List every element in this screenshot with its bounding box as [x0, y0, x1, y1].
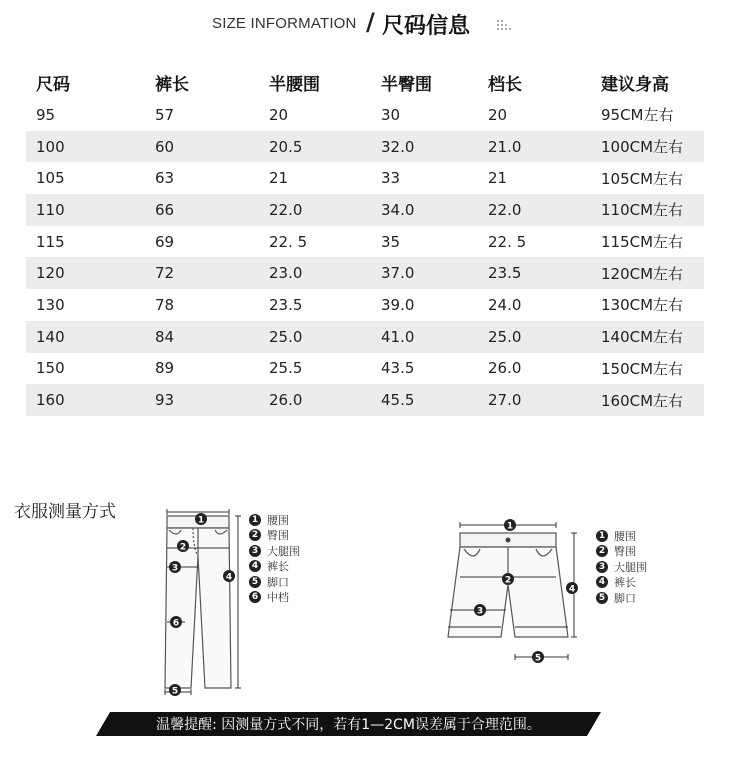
table-cell: 22. 5	[488, 232, 527, 251]
legend-item	[249, 559, 300, 575]
table-cell: 63	[155, 169, 175, 188]
table-cell: 110CM左右	[601, 201, 684, 220]
pants-marker-1: 1	[197, 515, 205, 526]
table-cell: 41.0	[381, 327, 415, 346]
pants-marker-5: 5	[171, 686, 179, 697]
table-cell: 22.0	[488, 200, 522, 219]
table-row	[26, 131, 704, 163]
table-cell: 95	[36, 105, 56, 124]
table-row	[26, 99, 704, 131]
table-cell: 32.0	[381, 137, 415, 156]
legend-item	[249, 543, 300, 559]
size-table	[26, 66, 704, 416]
table-cell: 33	[381, 169, 401, 188]
table-cell: 115CM左右	[601, 233, 684, 252]
table-cell: 120	[36, 264, 65, 283]
table-cell: 23.0	[269, 264, 303, 283]
legend-item	[249, 512, 300, 528]
column-header: 半腰围	[269, 75, 320, 95]
table-cell: 89	[155, 359, 175, 378]
legend-number: 6	[249, 591, 261, 603]
legend-number: 3	[249, 545, 261, 557]
table-cell: 120CM左右	[601, 264, 684, 283]
table-cell: 130	[36, 295, 65, 314]
table-cell: 43.5	[381, 359, 415, 378]
legend-item	[249, 590, 300, 606]
legend-label: 大腿围	[614, 560, 647, 574]
table-cell: 115	[36, 232, 65, 251]
legend-number: 4	[249, 560, 261, 572]
legend-label: 脚口	[267, 575, 289, 589]
table-cell: 100	[36, 137, 65, 156]
table-cell: 95CM左右	[601, 106, 674, 125]
table-cell: 27.0	[488, 391, 522, 410]
legend-item	[249, 528, 300, 544]
legend-item	[596, 590, 647, 606]
column-header: 半臀围	[381, 75, 432, 95]
table-cell: 35	[381, 232, 401, 251]
table-cell: 140CM左右	[601, 328, 684, 347]
shorts-marker-4: 4	[568, 584, 576, 595]
legend-number: 3	[596, 561, 608, 573]
table-row	[26, 257, 704, 289]
shorts-marker-3: 3	[476, 606, 484, 617]
table-cell: 22.0	[269, 200, 303, 219]
legend-label: 腰围	[614, 529, 636, 543]
table-cell: 24.0	[488, 295, 522, 314]
table-cell: 21	[269, 169, 289, 188]
table-cell: 160	[36, 391, 65, 410]
legend-item	[249, 574, 300, 590]
legend-label: 中档	[267, 591, 289, 605]
table-row	[26, 194, 704, 226]
shorts-marker-1: 1	[506, 521, 514, 532]
table-cell: 93	[155, 391, 175, 410]
table-cell: 110	[36, 200, 65, 219]
table-cell: 25.0	[488, 327, 522, 346]
table-cell: 37.0	[381, 264, 415, 283]
table-cell: 21.0	[488, 137, 522, 156]
title-chinese: 尺码信息	[382, 14, 471, 39]
table-cell: 72	[155, 264, 175, 283]
legend-number: 5	[249, 576, 261, 588]
table-cell: 23.5	[488, 264, 522, 283]
legend-number: 4	[596, 576, 608, 588]
title-slash: /	[366, 8, 375, 36]
table-header-row	[26, 66, 704, 99]
pants-legend	[249, 512, 300, 605]
legend-item	[596, 575, 647, 591]
legend-label: 臀围	[614, 545, 636, 559]
table-cell: 105CM左右	[601, 169, 684, 188]
legend-number: 1	[596, 530, 608, 542]
column-header: 裤长	[155, 75, 189, 95]
table-cell: 25.0	[269, 327, 303, 346]
table-cell: 23.5	[269, 295, 303, 314]
pants-marker-4: 4	[225, 572, 233, 583]
table-cell: 130CM左右	[601, 296, 684, 315]
table-cell: 45.5	[381, 391, 415, 410]
table-cell: 57	[155, 105, 175, 124]
shorts-marker-2: 2	[504, 575, 512, 586]
legend-item	[596, 559, 647, 575]
table-cell: 20	[488, 105, 508, 124]
legend-item	[596, 544, 647, 560]
table-cell: 39.0	[381, 295, 415, 314]
legend-label: 脚口	[614, 591, 636, 605]
legend-item	[596, 528, 647, 544]
shorts-diagram	[438, 515, 583, 665]
table-row	[26, 289, 704, 321]
table-row	[26, 321, 704, 353]
shorts-legend	[596, 528, 647, 606]
table-cell: 22. 5	[269, 232, 308, 251]
table-cell: 34.0	[381, 200, 415, 219]
table-cell: 78	[155, 295, 175, 314]
table-row	[26, 353, 704, 385]
table-cell: 66	[155, 200, 175, 219]
table-cell: 69	[155, 232, 175, 251]
decorative-dots-icon	[497, 20, 511, 32]
footer-note: 温馨提醒: 因测量方式不同，若有1—2CM误差属于合理范围。	[156, 717, 541, 733]
legend-label: 臀围	[267, 529, 289, 543]
table-cell: 100CM左右	[601, 138, 684, 157]
pants-marker-3: 3	[171, 563, 179, 574]
pants-marker-6: 6	[172, 618, 180, 629]
legend-number: 1	[249, 514, 261, 526]
shorts-marker-5: 5	[534, 653, 542, 664]
table-cell: 20.5	[269, 137, 303, 156]
page-header	[0, 8, 750, 40]
table-cell: 150CM左右	[601, 359, 684, 378]
title-english: SIZE INFORMATION	[212, 15, 357, 32]
table-body	[26, 99, 704, 416]
measure-title: 衣服测量方式	[14, 502, 116, 522]
column-header: 尺码	[36, 75, 70, 95]
legend-label: 裤长	[267, 560, 289, 574]
legend-number: 2	[596, 545, 608, 557]
legend-number: 2	[249, 529, 261, 541]
table-cell: 26.0	[269, 391, 303, 410]
table-cell: 30	[381, 105, 401, 124]
table-cell: 84	[155, 327, 175, 346]
column-header: 档长	[488, 75, 522, 95]
table-cell: 20	[269, 105, 289, 124]
footer-banner	[96, 712, 601, 736]
table-cell: 60	[155, 137, 175, 156]
pants-marker-2: 2	[179, 542, 187, 553]
legend-label: 大腿围	[267, 544, 300, 558]
table-cell: 21	[488, 169, 508, 188]
table-row	[26, 226, 704, 258]
legend-label: 裤长	[614, 576, 636, 590]
legend-number: 5	[596, 592, 608, 604]
table-cell: 26.0	[488, 359, 522, 378]
table-row	[26, 384, 704, 416]
column-header: 建议身高	[601, 75, 669, 95]
table-cell: 25.5	[269, 359, 303, 378]
pants-diagram	[155, 508, 245, 698]
table-cell: 160CM左右	[601, 391, 684, 410]
legend-label: 腰围	[267, 513, 289, 527]
table-cell: 140	[36, 327, 65, 346]
table-cell: 150	[36, 359, 65, 378]
table-cell: 105	[36, 169, 65, 188]
table-row	[26, 162, 704, 194]
